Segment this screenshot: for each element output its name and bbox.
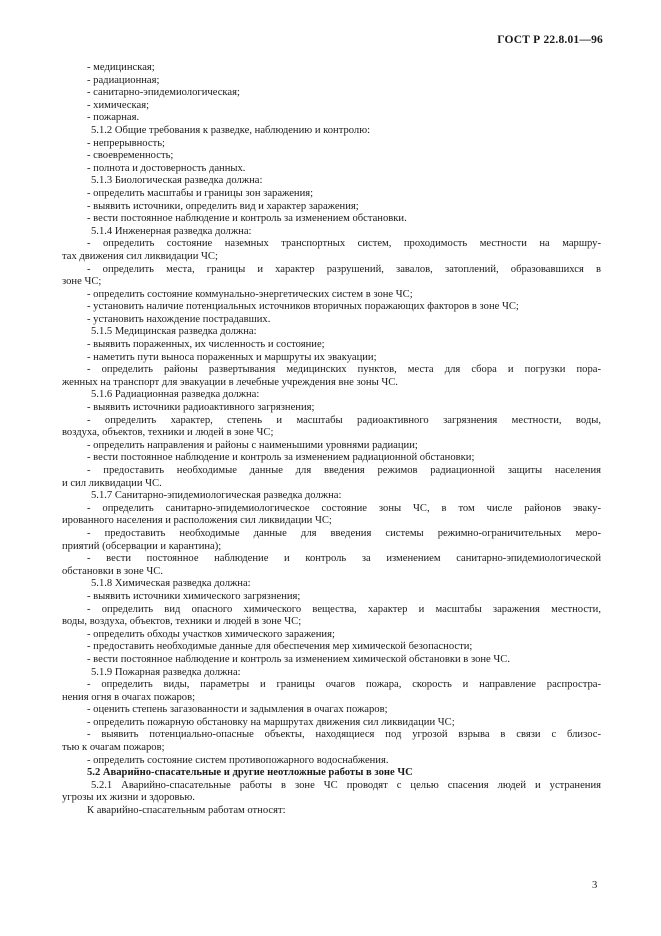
- text-line: - определить обходы участков химического заражения;: [87, 628, 335, 640]
- text-line: тах движения сил ликвидации ЧС;: [62, 250, 218, 262]
- text-line: - определить состояние коммунально-энергетических систем в зоне ЧС;: [87, 288, 413, 300]
- text-line: - определить характер, степень и масштабы радиоактивного загрязнения местности, воды,: [87, 414, 601, 426]
- text-line: 5.2 Аварийно-спасательные и другие неотложные работы в зоне ЧС: [87, 767, 413, 779]
- text-line: - пожарная.: [87, 112, 140, 124]
- text-line: - определить пожарную обстановку на маршрутах движения сил ликвидации ЧС;: [87, 716, 455, 728]
- text-line: - определить места, границы и характер разрушений, завалов, затоплений, образовавшихся в: [87, 263, 601, 275]
- document-code-header: ГОСТ Р 22.8.01—96: [497, 34, 603, 46]
- text-line: - вести постоянное наблюдение и контроль за изменением химической обстановки в зоне ЧС.: [87, 653, 510, 665]
- text-line: 5.1.6 Радиационная разведка должна:: [91, 389, 260, 401]
- text-line: 5.1.8 Химическая разведка должна:: [91, 578, 251, 590]
- text-line: - определить районы развертывания медицинских пунктов, места для сбора и погрузки пора-: [87, 364, 601, 376]
- text-line: - определить виды, параметры и границы очагов пожара, скорость и направление распростра-: [87, 679, 601, 691]
- text-line: - предоставить необходимые данные для обеспечения мер химической безопасности;: [87, 641, 473, 653]
- text-line: - оценить степень загазованности и задымления в очагах пожаров;: [87, 704, 388, 716]
- text-line: - радиационная;: [87, 74, 160, 86]
- text-line: - установить нахождение пострадавших.: [87, 313, 271, 325]
- document-body-text: [62, 62, 601, 818]
- text-line: - наметить пути выноса пораженных и маршруты их эвакуации;: [87, 351, 377, 363]
- text-line: 5.2.1 Аварийно-спасательные работы в зоне ЧС проводят с целью спасения людей и устранения: [91, 779, 601, 791]
- text-line: - полнота и достоверность данных.: [87, 162, 246, 174]
- text-line: - санитарно-эпидемиологическая;: [87, 87, 240, 99]
- text-line: 5.1.4 Инженерная разведка должна:: [91, 225, 252, 237]
- text-line: - непрерывность;: [87, 137, 165, 149]
- text-line: - установить наличие потенциальных источников вторичных поражающих факторов в зоне ЧС;: [87, 301, 519, 313]
- text-line: женных на транспорт для эвакуации в лечебные учреждения вне зоны ЧС.: [62, 376, 398, 388]
- text-line: - определить направления и районы с наименьшими уровнями радиации;: [87, 439, 418, 451]
- text-line: зоне ЧС;: [62, 276, 102, 288]
- text-line: и сил ликвидации ЧС.: [62, 477, 162, 489]
- text-line: - предоставить необходимые данные для введения режимов радиационной защиты населения: [87, 465, 601, 476]
- text-line: 5.1.2 Общие требования к разведке, наблюдению и контролю:: [91, 124, 371, 136]
- page-number: 3: [592, 880, 598, 891]
- text-line: 5.1.7 Санитарно-эпидемиологическая разведка должна:: [91, 490, 342, 502]
- text-line: - вести постоянное наблюдение и контроль за изменением радиационной обстановки;: [87, 452, 475, 464]
- text-line: обстановки в зоне ЧС.: [62, 565, 163, 577]
- text-line: - вести постоянное наблюдение и контроль за изменением обстановки.: [87, 213, 407, 225]
- text-line: - выявить источники радиоактивного загрязнения;: [87, 402, 315, 414]
- text-line: воздуха, объектов, техники и людей в зоне ЧС;: [62, 427, 274, 439]
- text-line: 5.1.9 Пожарная разведка должна:: [91, 666, 241, 678]
- text-line: - выявить пораженных, их численность и состояние;: [87, 339, 325, 351]
- text-line: ированного населения и расположения сил ликвидации ЧС;: [62, 515, 332, 527]
- text-line: 5.1.3 Биологическая разведка должна:: [91, 175, 263, 187]
- text-line: приятий (обсервации и карантина);: [62, 540, 222, 552]
- text-line: - выявить потенциально-опасные объекты, находящиеся под угрозой взрыва в связи с близос-: [87, 729, 601, 741]
- text-line: - своевременность;: [87, 150, 174, 162]
- text-line: К аварийно-спасательным работам относят:: [87, 805, 286, 817]
- text-line: - химическая;: [87, 99, 150, 111]
- text-line: 5.1.5 Медицинская разведка должна:: [91, 326, 257, 338]
- text-line: - определить санитарно-эпидемиологическое состояние зоны ЧС, в том числе районов эваку-: [87, 502, 601, 514]
- text-line: угрозы их жизни и здоровью.: [62, 792, 195, 804]
- text-line: - определить состояние систем противопожарного водоснабжения.: [87, 754, 389, 766]
- text-line: - определить состояние наземных транспортных систем, проходимость местности на маршру-: [87, 238, 601, 250]
- text-line: - медицинская;: [87, 62, 155, 73]
- text-line: воды, воздуха, объектов, техники и людей в зоне ЧС;: [62, 616, 302, 628]
- text-line: - определить вид опасного химического вещества, характер и масштабы заражения местности,: [87, 603, 601, 615]
- text-line: нения огня в очагах пожаров;: [62, 691, 196, 703]
- text-line: - выявить источники химического загрязнения;: [87, 590, 301, 602]
- text-line: - вести постоянное наблюдение и контроль за изменением санитарно-эпидемиологической: [87, 553, 601, 565]
- text-line: - выявить источники, определить вид и характер заражения;: [87, 200, 359, 212]
- text-line: - предоставить необходимые данные для введения системы режимно-ограничительных меро-: [87, 527, 601, 539]
- text-line: - определить масштабы и границы зон заражения;: [87, 187, 314, 199]
- text-line: тью к очагам пожаров;: [62, 742, 165, 754]
